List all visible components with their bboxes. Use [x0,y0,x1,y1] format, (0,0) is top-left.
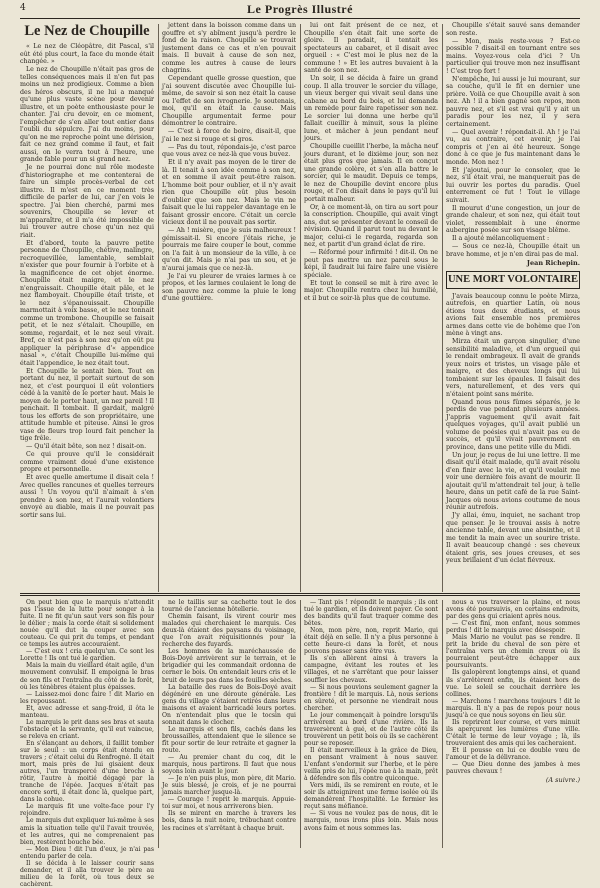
paragraph: — Mon Dieu ! dit l'un d'eux, je n'ai pas entendu parler de cela. [20,845,154,860]
paragraph: — C'est fini, mon enfant, nous sommes perdus ! dit le marquis avec désespoir. [446,620,580,635]
section-divider [20,593,580,594]
paragraph: Le marquis fit une volte-face pour l'y rejoindre. [20,803,154,818]
column-rule [158,24,159,592]
paragraph: Le jour commençait à poindre lorsqu'ils arrivèrent au bord d'une rivière. Ils la traversèrent à gué, et de l'autre côté ils trouvèrent un petit bois où ils se cachèrent pour se reposer. [304,711,438,747]
paragraph: jettent dans la boisson comme dans un gouffre et s'y abîment jusqu'à perdre le fond de la raison. Choupille se trouvait justement dans ce cas et n'en pouvait mais. Il buvait à cause de son nez, comme les autres à cause de leurs chagrins. [162,22,296,74]
paragraph: Je l'ai vu pleurer de vraies larmes à ce propos, et les larmes coulaient le long de son pauvre nez comme la pluie le long d'une gouttière. [162,272,296,302]
column-4 [446,22,580,592]
paragraph: — Laissez-moi donc faire ! dit Mario en les repoussant. [20,690,154,705]
column-3 [304,22,438,592]
paragraph: Un soir, il se décida à faire un grand coup. Il alla trouver le sorcier du village, un vieux berger qui vivait seul dans une cabane au bord du bois, et lui demanda un remède pour faire rapetisser son nez. Le sorcier lui donna une herbe qu'il fallait cueillir à minuit, sous la pleine lune, et mâcher à jeun pendant neuf jours. [304,75,438,142]
feuilleton-column-3 [304,599,438,849]
paragraph: Je ne pourrai donc nul rôle modeste d'historiographe et me contenterai de faire un simple procès-verbal de cet illustre. Il m'est en ce moment très difficile de parler de lui, car j'en vois le spectre. J'ai bien cherché, parmi mes souvenirs, Choupille se lever et m'apparaître, et il m'a été impossible de lui trouver autre chose qu'un nez qui riait. [20,164,154,239]
section-divider [20,595,580,596]
paragraph: Quand nous nous fûmes séparés, je le perdis de vue pendant plusieurs années. J'appris vaguement qu'il avait fait quelques voyages, qu'il avait publié un volume de poésies qui n'avait pas eu de succès, et qu'il vivait pauvrement en province, dans une petite ville du Midi. [446,398,580,451]
paragraph: Chemin faisant, ils virent courir mes malades qui cherchaient le marquis. Ces deux-là étaient des paysans du voisinage, que l'on avait réquisitionnés pour la recherche des fuyards. [162,613,296,649]
paragraph: nous a vus traverser la plaine, et nous avons été poursuivis, en certains endroits, par des gens qui criaient après nous. [446,599,580,621]
paragraph: — Tant pis ! répondit le marquis ; ils ont tué le gardien, et ils doivent payer. Ce sont des bandits qu'il faut traquer comme des bêtes. [304,599,438,628]
paragraph: Mais Mario ne voulut pas se rendre. Il prit la bride du cheval de son père et l'entraîna vers un chemin creux où ils pourraient peut-être échapper aux poursuivants. [446,634,580,670]
paragraph: — Si vous ne voulez pas de nous, dit le marquis, nous irons plus loin. Mais nous avons faim et nous sommes las. [304,810,438,832]
paragraph: Or, à ce moment-là, on tira au sort pour la conscription. Choupille, qui avait vingt ans, dut se présenter devant le conseil de révision. Quand il parut tout nu devant le major, celui-ci le regarda, regarda son nez, et partit d'un grand éclat de rire. [304,203,438,248]
paragraph: Non, mon père, non, reprit Mario, qui était déjà en selle. Il n'y a plus personne à cette heure-ci dans la forêt, et nous pouvons passer sans être vus. [304,627,438,656]
paragraph: — Pas du tout, répondais-je, c'est parce que vous avez ce nez-là que vous buvez. [162,143,296,158]
paragraph: — Ah ! misère, que je suis malheureux ! gémissait-il. Si encore j'étais riche, je pourrais me faire couper le bout, comme on l'a fait à un monsieur de la ville, à ce qu'on dit. Mais je n'ai pas un sou, et je n'aurai jamais que ce nez-là. [162,227,296,272]
paragraph: ne le taillis sur sa cachette tout le dos tourné de l'ancienne hôtellerie. [162,599,296,614]
paragraph: Mirza était un garçon singulier, d'une sensibilité maladive, et d'un orgueil qui le rendait ombrageux. Il avait de grands yeux noirs et tristes, un visage pâle et maigre, et des cheveux longs qui lui tombaient sur les épaules. Il faisait des vers, naturellement, et des vers qui n'étaient point sans mérite. [446,338,580,398]
column-rule [300,24,301,592]
paragraph: Il était merveilleux à la grâce de Dieu, en pensant vraiment à nous sauver. L'enfant s'endormit sur l'herbe, et le père veilla près de lui, l'épée nue à la main, prêt à défendre son fils contre quiconque. [304,746,438,783]
paragraph: — Réformé pour infirmité ! dit-il. On ne peut pas mettre un nez pareil sous le képi, il faudrait lui faire faire une visière spéciale. [304,249,438,279]
column-2 [162,22,296,592]
paragraph: Les hommes de la maréchaussée de Bois-Doyé arrivèrent sur le terrain, et le brigadier qui les commandait ordonna de cerner le bois. On entendait leurs cris et le bruit de leurs pas dans les feuilles sèches. [162,648,296,684]
paragraph: — Qu'il était bête, son nez ! disait-on. [26,443,147,450]
page-header [20,3,580,19]
paragraph: Et Choupille le sentait bien. Tout en portant du nez, il portait surtout de son nez, et c'est pourquoi il eût volontiers cédé à la vanité de le porter haut. Mais le moyen de le porter haut, un nez pareil ! Il penchait. Il tombait. Il gardait, malgré tous les efforts de son propriétaire, une attitude humble et piteuse. Ainsi le gros vase de fleurs trop lourd fait pencher la tige frêle. [20,367,154,442]
paragraph: Ils se mirent en marche à travers les bois, dans la nuit noire, trébuchant contre les racines et s'arrêtant à chaque bruit. [162,810,296,832]
paragraph: « Le nez de Cléopâtre, dit Pascal, s'il eût été plus court, la face du monde était changée. » [20,43,154,65]
paragraph: Il a ajouté mélancoliquement : [452,235,550,242]
paragraph: — Sous ce nez-là, Choupille était un brave homme, et je n'en dirai pas de mal. [446,243,580,258]
paragraph: Vers midi, ils se remirent en route, et le soir ils atteignirent une ferme isolée où ils demandèrent l'hospitalité. Le fermier les reçut sans méfiance. [304,782,438,811]
paragraph: J'y allai, ému, inquiet, ne sachant trop que penser. Je le trouvai assis à notre ancienne table, devant une absinthe, et il me tendit la main avec un sourire triste. Il avait beaucoup changé : ses cheveux étaient gris, ses joues creuses, et ses yeux brillaient d'un éclat fiévreux. [446,512,580,564]
paragraph: — Je n'en puis plus, mon père, dit Mario. Je suis blessé, je crois, et je ne pourrai jamais marcher jusque-là. [162,775,296,797]
story-title: UNE MORT VOLONTAIRE [446,271,580,289]
story-body [20,43,154,519]
paragraph: — Quel avenir ! répondait-il. Ah ! je l'ai vu, au contraire, cet avenir, je l'ai compris et j'en ai été heureux. Songe donc à ce que je fus maintenant dans le monde. Mon nez ! [446,128,580,166]
paragraph: Et, avec adresse et sang-froid, il ôta le manteau. [20,704,154,719]
paragraph: — Mon, mais reste-vous ? Est-ce possible ? disait-il en tournant entre ses mains. Voyez-vous cela d'ici ? Un particulier qui trouve mon nez insuffisant ! C'est trop fort ! [446,37,580,75]
paragraph: Le nez de Choupille n'était pas gros de telles conséquences mais il n'en fut pas moins un nez prodigieux. Comme a bien des héros obscurs, il ne lui a manqué qu'une plus vaste scène pour devenir illustre, et un poète enthousiaste pour le chanter. J'ai cru devoir, en ce moment, l'empêcher de s'en aller tout entier dans l'oubli du sépulcre. J'ai du moins, pour qu'on ne me reproche point une dérision, fait ce nez grand comme il faut, et fait aussi, on le verra tout à l'heure, une grande fable pour un si grand nez. [20,66,154,163]
paragraph: Ils s'en allèrent ainsi à travers la campagne, évitant les routes et les villages, et ne s'arrêtant que pour laisser souffler les chevaux. [304,655,438,684]
masthead: Le Progrès Illustré [247,2,353,16]
paragraph: La bataille des rues de Bois-Doyé avait dégénéré en une déroute générale. Les gens du village s'étaient retirés dans leurs maisons et avaient barricadé leurs portes. On n'entendait plus que le tocsin qui sonnait dans le clocher. [162,683,296,726]
to-be-continued: (A suivre.) [545,776,580,785]
paragraph: lui ont fait présent de ce nez, et Choupille s'en était fait une sorte de gloire. Il paradait, il tentait les spectateurs au cabaret, et il disait avec orgueil : « C'est moi le plus nez de la commune ! » Et les autres buvaient à la santé de son nez. [304,22,438,74]
paragraph: Le marquis le prit dans ses bras et sauta l'obstacle et la servante, qu'il eut vaincue, se releva en criant. [20,718,154,740]
paragraph: — C'est à force de boire, disait-il, que j'ai le nez si rouge et si gros. [162,128,296,143]
paragraph: — Que Dieu donne des jambes à mes pauvres chevaux ! [446,761,580,776]
paragraph: Il mourut d'une congestion, un jour de grande chaleur, et son nez, qui était tout violet, ressemblait à une énorme aubergine posée sur son visage blême. [446,204,580,234]
paragraph: Mais la main du vieillard était agile, d'un mouvement convulsif. Il empoigna le bras de son fils et l'entraîna du côté de la forêt, où les ténèbres étaient plus épaisses. [20,662,154,691]
paragraph: Un jour, je reçus de lui une lettre. Il me disait qu'il était malade, qu'il avait résolu d'en finir avec la vie, et qu'il voulait me voir une dernière fois avant de mourir. Il ajoutait qu'il m'attendrait tel jour, à telle heure, dans un petit café de la rue Saint-Jacques où nous avions coutume de nous réunir autrefois. [446,451,580,511]
paragraph: Et d'abord, toute la pauvre petite personne de Choupille, chétive, malingre, recroquevillée, lamentable, semblait n'exister que pour fournir à l'orbite et à la magnificence de cet objet énorme. Choupille était maigre, et le nez n'engraissait. Choupille était pâle, et le nez flamboyait. Choupille était triste, et le nez s'épanouissait. Choupille marmottait à voix basse, et le nez tonnait comme un trombone. Choupille se faisait petit, et le nez s'étalait. Choupille, en somme, regardait, et le nez seul vivait. Bref, ce n'est pas à son nez qu'on eût pu appliquer la périphrase d'« appendice nasal », c'était Choupille lui-même qui était l'appendice, le nez était tout. [20,239,154,367]
paragraph: Et j'ajoutai, pour le consoler, que le nez, s'il était vrai, ne manquerait pas de lui ouvrir les portes du paradis. Quel enterrement ce fut ! Tout le village suivait. [446,166,580,204]
paragraph: — Si nous pouvions seulement gagner la frontière ! dit le marquis. Là, nous serions en sûreté, et personne ne viendrait nous chercher. [304,683,438,712]
column-rule [158,600,159,848]
paragraph: — Au premier chant du coq, dit le marquis, nous partirons. Il faut que nous soyons loin avant le jour. [162,754,296,776]
paragraph: Ils reprirent leur course, et vers minuit ils aperçurent les lumières d'une ville. C'était le terme de leur voyage ; là, ils trouveraient des amis qui les cacheraient. [446,718,580,747]
feuilleton-column-4 [446,599,580,849]
paragraph: Et tout le conseil se mit à rire avec le major. Choupille rentra chez lui humilié, et il but ce soir-là plus que de coutume. [304,279,438,302]
paragraph: Et il n'y avait pas moyen de le tirer de là. Il tenait à son idée comme à son nez, et en somme il avait peut-être raison. L'homme boit pour oublier, et il n'y avait rien que Choupille eût plus besoin d'oublier que son nez. Mais le vin ne faisait que le lui rappeler davantage en le faisant grossir encore. C'était un cercle vicieux dont il ne pouvait pas sortir. [162,159,296,226]
paragraph: On peut bien que le marquis n'attendit pas l'issue de la lutte pour songer à la fuite. Il ne fit qu'un saut vers son fils pour le délier ; mais la corde était si solidement nouée qu'il dut la couper avec son couteau. Ce qui prit du temps, et pendant ce temps les autres accouraient. [20,599,154,649]
paragraph: En s'élançant au dehors, il faillit tomber sur le seuil : un corps était étendu en travers ; c'était celui du Renfrogné. Il était mort, mais près de lui gisaient deux autres, l'un transpercé d'une broche à rôtir, l'autre à moitié dégagé par la tranche de l'épée. Jacques n'était pas encore sorti, il était donc là, quelque part, dans la cohue. [20,739,154,804]
paragraph: Le marquis et son fils, cachés dans les broussailles, attendaient que le silence se fît pour sortir de leur retraite et gagner la route. [162,725,296,754]
paragraph: Ce qui prouve qu'il le considérait comme vraiment doué d'une existence propre et personnelle. [20,451,154,473]
column-1 [20,22,154,592]
column-rule [300,600,301,848]
paragraph: N'empêche, lui aussi je lui mourant, sur sa couche, qu'il le fit en dernier une prière. Voilà ce que Choupille avait à son nez. Ah ! il a bien gagné son repos, mon pauvre nez, et s'il est vrai qu'il y ait un paradis pour les nez, il y sera certainement. [446,75,580,128]
author-signature: Jean Richepin. [526,259,580,267]
paragraph: J'avais beaucoup connu le poète Mirza, autrefois, en quartier Latin, où nous étions tous deux étudiants, et nous avions fait ensemble nos premières armes dans cette vie de bohème que l'on mène à vingt ans. [446,292,580,337]
paragraph: Le marquis dut expliquer lui-même à ses amis la situation telle qu'il l'avait trouvée, et les autres, qui ne comprenaient pas bien, restèrent bouche bée. [20,817,154,846]
column-rule [442,600,443,848]
paragraph: Cependant quelle grosse question, que j'ai souvent discutée avec Choupille lui-même, de savoir si son nez était la cause ou l'effet de son ivrognerie. Je soutenais, moi, qu'il en était la cause. Mais Choupille argumentait ferme pour démontrer le contraire. [162,75,296,127]
paragraph: Il se décida à le laisser courir sans demander, et il alla trouver le père au milieu de la forêt, où tous deux se cachèrent. [20,859,154,888]
page-number: 4 [20,3,26,13]
story-title: Le Nez de Choupille [24,23,150,39]
column-rule [442,24,443,592]
paragraph: Et il pousse en lui ce double vœu de l'amour et de la délivrance. [446,746,580,762]
paragraph: Ils galopèrent longtemps ainsi, et quand ils s'arrêtèrent enfin, ils étaient hors de vue. Le soleil se couchait derrière les collines. [446,669,580,698]
paragraph: — Courage ! reprit le marquis. Appuie-toi sur moi, et nous arriverons bien. [162,796,296,811]
paragraph: — C'est eux ! cria quelqu'un. Ce sont les Lorette ! Ils ont tué le gardien. [20,648,154,663]
paragraph: Choupille cueillit l'herbe, la mâcha neuf jours durant, et le dixième jour, son nez était plus gros que jamais. Il en conçut une grande colère, et s'en alla battre le sorcier, qui le maudit. Depuis ce temps, le nez de Choupille devint encore plus rouge, et l'on disait dans le pays qu'il lui portait malheur. [304,143,438,203]
feuilleton-column-1 [20,599,154,888]
paragraph: — Marchons ! marchons toujours ! dit le marquis. Il n'y a pas de repos pour nous jusqu'à ce que nous soyons en lieu sûr. [446,697,580,719]
feuilleton-column-2 [162,599,296,849]
paragraph: Et avec quelle amertume il disait cela ! Avec quelles rancunes et quelles terreurs aussi ! Un voyou qu'il n'aimait à s'en prendre à son nez, et l'aurait volontiers envoyé au diable, mais il ne pouvait pas sortir sans lui. [20,474,154,519]
paragraph: Choupille s'était sauvé sans demander son reste. [446,22,580,37]
